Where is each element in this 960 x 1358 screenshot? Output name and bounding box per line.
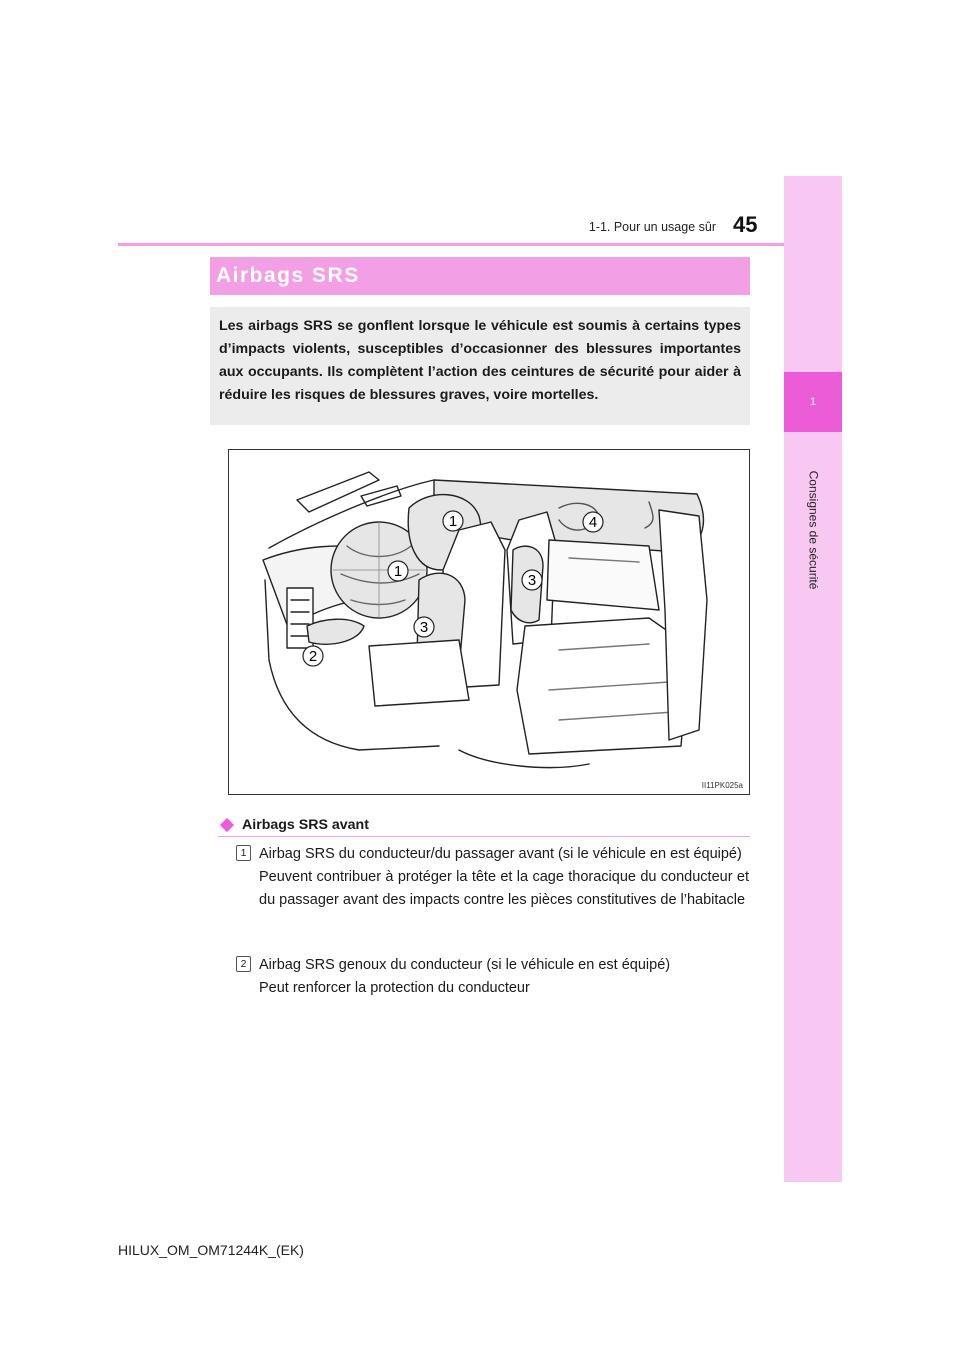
chapter-number: 1	[809, 396, 817, 408]
item-title: Airbag SRS du conducteur/du passager avant (si le véhicule en est équipé)	[259, 846, 742, 862]
item-body: Peut renforcer la protection du conducteur	[259, 980, 530, 996]
intro-box	[210, 307, 750, 425]
section-title-bar	[210, 257, 750, 295]
item-title: Airbag SRS genoux du conducteur (si le véhicule en est équipé)	[259, 957, 671, 973]
callout-label: 3	[527, 572, 537, 589]
floor-outline	[459, 750, 589, 768]
page-number: 45	[733, 212, 758, 237]
section-title: Airbags SRS	[216, 264, 360, 287]
rear-door	[547, 540, 659, 610]
chapter-number-box	[784, 372, 842, 432]
callout-4-curtain	[583, 512, 603, 532]
item-body: Peuvent contribuer à protéger la tête et la cage thoracique du conducteur et du passager avant des impacts contre les pièces constitutives de l’habitacle	[259, 869, 749, 908]
figure-code: II11PK025a	[701, 781, 743, 790]
driver-seat-cushion	[369, 640, 469, 706]
car-interior-drawing	[229, 450, 749, 794]
item-number-2: 2	[236, 956, 251, 972]
intro-text: Les airbags SRS se gonflent lorsque le véhicule est soumis à certains types d’impacts violents, susceptibles d’occasionner des blessures importantes aux occupants. Ils complètent l’action des ceintures de sécurité pour aider à réduire les risques de blessures graves, voire mortelles.	[219, 318, 741, 403]
chapter-side-tab	[784, 176, 842, 1182]
callout-label: 2	[308, 648, 318, 665]
diamond-bullet-icon	[220, 818, 234, 832]
document-code: HILUX_OM_OM71244K_(EK)	[118, 1242, 304, 1258]
header-rule	[118, 243, 784, 246]
list-item	[259, 954, 749, 1000]
callout-1-driver	[388, 561, 408, 581]
callout-3-driver-side	[414, 617, 434, 637]
callout-3-passenger-side	[522, 570, 542, 590]
callout-label: 1	[393, 563, 403, 580]
callout-2-knee	[303, 646, 323, 666]
callout-1-passenger	[443, 511, 463, 531]
callout-label: 4	[588, 514, 598, 531]
callout-label: 3	[419, 619, 429, 636]
airbag-illustration	[228, 449, 750, 795]
running-header: 1-1. Pour un usage sûr	[588, 220, 716, 234]
list-item	[259, 843, 749, 912]
chapter-title: Consignes de sécurité	[806, 470, 821, 590]
callout-label: 1	[448, 513, 458, 530]
knee-airbag	[307, 619, 364, 644]
subsection-heading	[218, 814, 750, 837]
subsection-title: Airbags SRS avant	[242, 817, 369, 833]
chapter-title-vertical	[784, 435, 842, 625]
item-number-1: 1	[236, 845, 251, 861]
